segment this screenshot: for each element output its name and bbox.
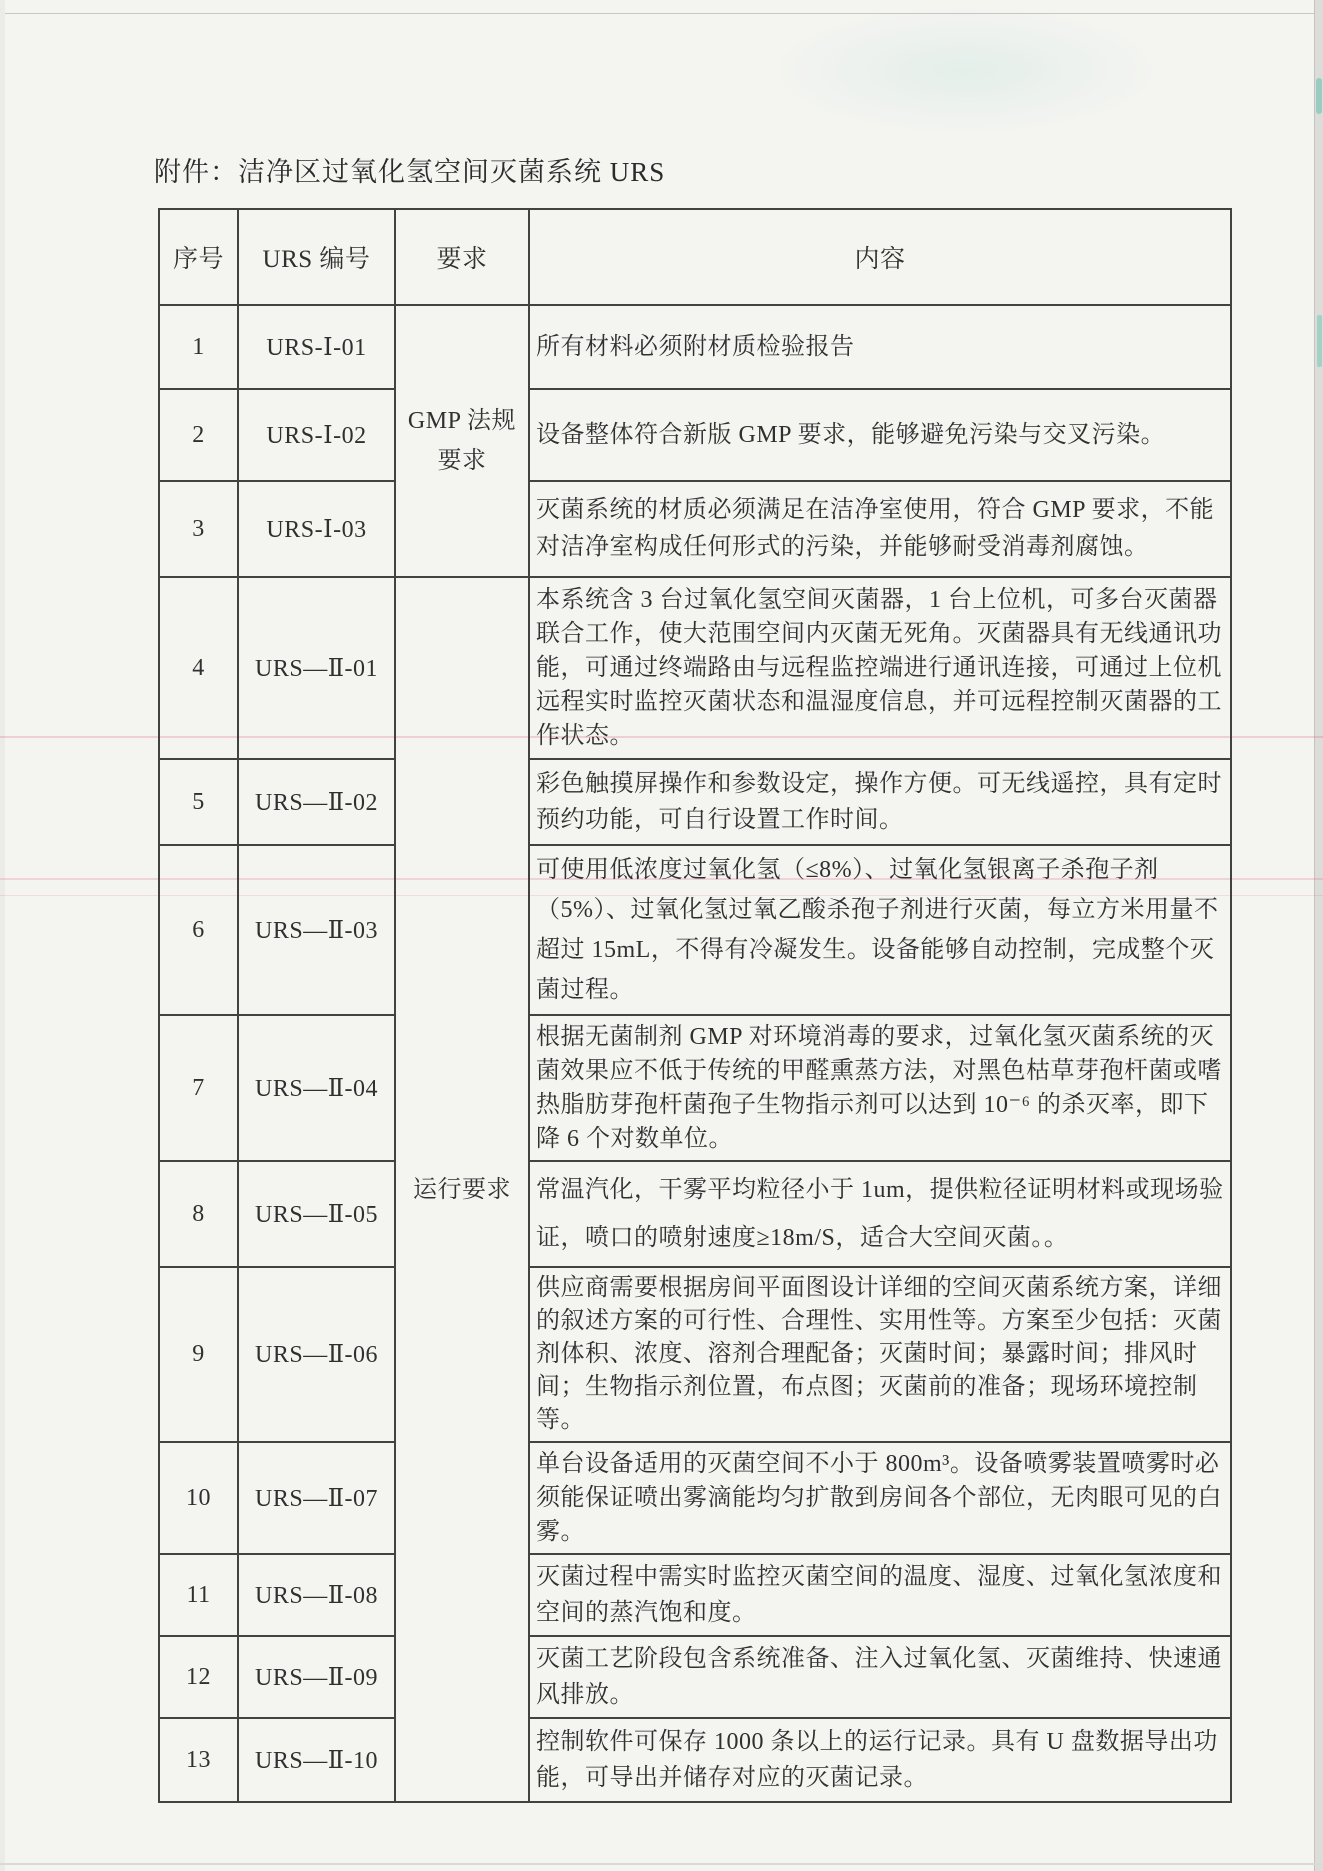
row-urs-code: URS—Ⅱ-05 bbox=[238, 1161, 395, 1267]
row-no: 6 bbox=[159, 845, 238, 1015]
row-urs-code: URS—Ⅱ-08 bbox=[238, 1554, 395, 1636]
row-no: 5 bbox=[159, 759, 238, 845]
row-no: 2 bbox=[159, 389, 238, 481]
row-content: 常温汽化，干雾平均粒径小于 1um，提供粒径证明材料或现场验证，喷口的喷射速度≥18m/S，适合大空间灭菌。。 bbox=[529, 1161, 1231, 1267]
header-urs: URS 编号 bbox=[238, 209, 395, 305]
table-row bbox=[159, 1015, 1231, 1161]
table-row bbox=[159, 389, 1231, 481]
row-content: 设备整体符合新版 GMP 要求，能够避免污染与交叉污染。 bbox=[529, 389, 1231, 481]
row-urs-code: URS—Ⅱ-04 bbox=[238, 1015, 395, 1161]
table-row bbox=[159, 1161, 1231, 1267]
table-row bbox=[159, 1442, 1231, 1554]
scan-artifact-teal-mark bbox=[1317, 315, 1322, 367]
table-row bbox=[159, 481, 1231, 577]
row-content: 彩色触摸屏操作和参数设定，操作方便。可无线遥控，具有定时预约功能，可自行设置工作时间。 bbox=[529, 759, 1231, 845]
row-no: 4 bbox=[159, 577, 238, 759]
header-content: 内容 bbox=[529, 209, 1231, 305]
row-no: 8 bbox=[159, 1161, 238, 1267]
header-no: 序号 bbox=[159, 209, 238, 305]
table-row bbox=[159, 1267, 1231, 1442]
table-row bbox=[159, 305, 1231, 389]
row-urs-code: URS—Ⅱ-03 bbox=[238, 845, 395, 1015]
row-content: 灭菌系统的材质必须满足在洁净室使用，符合 GMP 要求，不能对洁净室构成任何形式的污染，并能够耐受消毒剂腐蚀。 bbox=[529, 481, 1231, 577]
scan-edge-left bbox=[0, 0, 5, 1871]
scan-artifact-teal-smudge bbox=[770, 5, 1160, 135]
table-header-row bbox=[159, 209, 1231, 305]
table-row bbox=[159, 845, 1231, 1015]
requirement-group-gmp: GMP 法规要求 bbox=[395, 305, 529, 577]
row-content: 单台设备适用的灭菌空间不小于 800m³。设备喷雾装置喷雾时必须能保证喷出雾滴能均匀扩散到房间各个部位，无肉眼可见的白雾。 bbox=[529, 1442, 1231, 1554]
row-urs-code: URS—Ⅱ-06 bbox=[238, 1267, 395, 1442]
table-row bbox=[159, 1554, 1231, 1636]
table-row bbox=[159, 1718, 1231, 1802]
row-no: 1 bbox=[159, 305, 238, 389]
row-urs-code: URS-Ⅰ-02 bbox=[238, 389, 395, 481]
row-urs-code: URS—Ⅱ-09 bbox=[238, 1636, 395, 1718]
row-no: 13 bbox=[159, 1718, 238, 1802]
scan-edge-bottom bbox=[0, 1863, 1323, 1865]
row-urs-code: URS-Ⅰ-01 bbox=[238, 305, 395, 389]
row-no: 12 bbox=[159, 1636, 238, 1718]
requirement-group-operation: 运行要求 bbox=[395, 577, 529, 1802]
row-content: 灭菌工艺阶段包含系统准备、注入过氧化氢、灭菌维持、快速通风排放。 bbox=[529, 1636, 1231, 1718]
row-content: 所有材料必须附材质检验报告 bbox=[529, 305, 1231, 389]
row-content: 本系统含 3 台过氧化氢空间灭菌器，1 台上位机，可多台灭菌器联合工作，使大范围空间内灭菌无死角。灭菌器具有无线通讯功能，可通过终端路由与远程监控端进行通讯连接，可通过上位机远程实时监控灭菌状态和温湿度信息，并可远程控制灭菌器的工作状态。 bbox=[529, 577, 1231, 759]
row-content: 根据无菌制剂 GMP 对环境消毒的要求，过氧化氢灭菌系统的灭菌效果应不低于传统的甲醛熏蒸方法，对黑色枯草芽孢杆菌或嗜热脂肪芽孢杆菌孢子生物指示剂可以达到 10⁻⁶ 的杀灭率，即下降 6 个对数单位。 bbox=[529, 1015, 1231, 1161]
table-row bbox=[159, 577, 1231, 759]
row-content: 供应商需要根据房间平面图设计详细的空间灭菌系统方案，详细的叙述方案的可行性、合理性、实用性等。方案至少包括：灭菌剂体积、浓度、溶剂合理配备；灭菌时间；暴露时间；排风时间；生物指示剂位置，布点图；灭菌前的准备；现场环境控制等。 bbox=[529, 1267, 1231, 1442]
row-no: 3 bbox=[159, 481, 238, 577]
scan-edge-right bbox=[1314, 0, 1323, 1871]
row-urs-code: URS—Ⅱ-07 bbox=[238, 1442, 395, 1554]
row-urs-code: URS—Ⅱ-02 bbox=[238, 759, 395, 845]
table-row bbox=[159, 1636, 1231, 1718]
row-no: 7 bbox=[159, 1015, 238, 1161]
header-requirement: 要求 bbox=[395, 209, 529, 305]
row-content: 可使用低浓度过氧化氢（≤8%）、过氧化氢银离子杀孢子剂（5%）、过氧化氢过氧乙酸杀孢子剂进行灭菌，每立方米用量不超过 15mL，不得有冷凝发生。设备能够自动控制，完成整个灭菌过程。 bbox=[529, 845, 1231, 1015]
row-no: 10 bbox=[159, 1442, 238, 1554]
table-row bbox=[159, 759, 1231, 845]
page-title: 附件：洁净区过氧化氢空间灭菌系统 URS bbox=[154, 157, 666, 187]
urs-table bbox=[158, 208, 1232, 1803]
row-content: 控制软件可保存 1000 条以上的运行记录。具有 U 盘数据导出功能，可导出并储存对应的灭菌记录。 bbox=[529, 1718, 1231, 1802]
row-urs-code: URS—Ⅱ-10 bbox=[238, 1718, 395, 1802]
scan-artifact-teal-mark bbox=[1316, 78, 1322, 114]
row-urs-code: URS-Ⅰ-03 bbox=[238, 481, 395, 577]
row-content: 灭菌过程中需实时监控灭菌空间的温度、湿度、过氧化氢浓度和空间的蒸汽饱和度。 bbox=[529, 1554, 1231, 1636]
row-no: 9 bbox=[159, 1267, 238, 1442]
row-urs-code: URS—Ⅱ-01 bbox=[238, 577, 395, 759]
row-no: 11 bbox=[159, 1554, 238, 1636]
